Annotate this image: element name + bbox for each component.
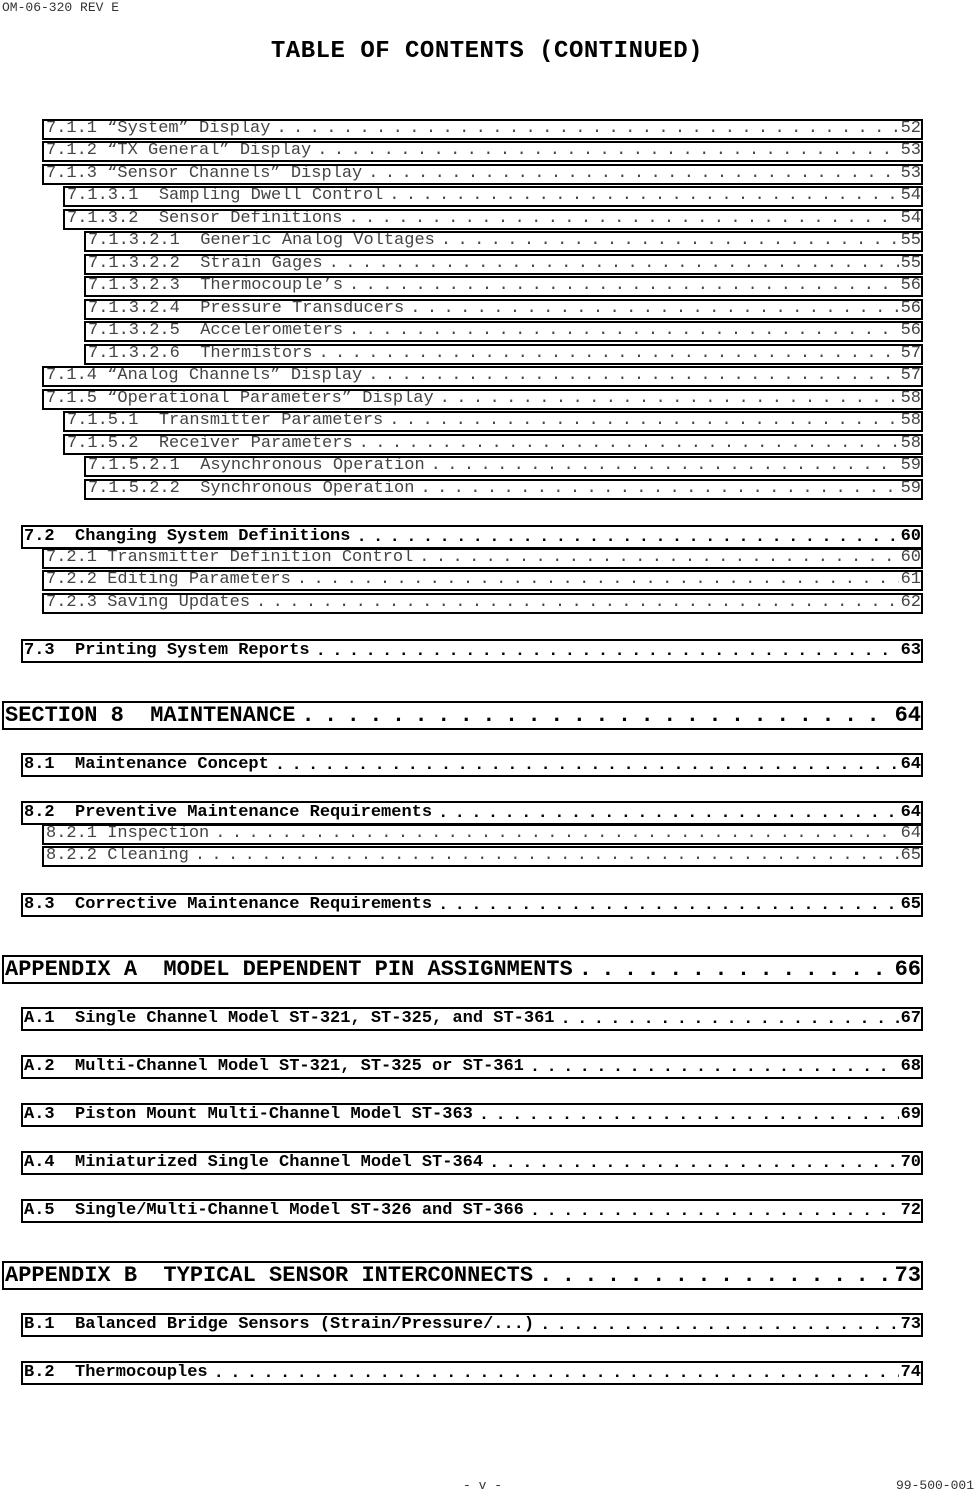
toc-entry-label: Thermocouples <box>75 1363 208 1382</box>
toc-entry-label: “TX General” Display <box>107 141 312 160</box>
toc-entry[interactable] <box>21 1151 923 1175</box>
toc-entry[interactable] <box>84 321 923 342</box>
toc-entry-number: SECTION 8 <box>5 703 124 728</box>
toc-entry[interactable] <box>21 1007 923 1031</box>
toc-entry-label: Synchronous Operation <box>200 479 415 498</box>
toc-entry-label: Preventive Maintenance Requirements <box>75 803 433 822</box>
toc-entry[interactable] <box>21 639 923 663</box>
toc-entry-page: 65 <box>900 846 921 865</box>
toc-entry-number: 7.1.3.2 <box>67 209 139 228</box>
dot-leader <box>431 456 899 475</box>
toc-entry-page: 53 <box>900 164 921 183</box>
toc-entry-number: A.3 <box>24 1105 55 1124</box>
toc-entry-page: 55 <box>900 231 921 250</box>
toc-entry-page: 61 <box>900 570 921 589</box>
toc-entry[interactable] <box>2 1261 923 1290</box>
dot-leader <box>359 434 899 453</box>
dot-leader <box>318 344 898 363</box>
toc-entry-label: Accelerometers <box>200 321 344 340</box>
toc-entry-page: 66 <box>894 957 921 982</box>
toc-entry-number: APPENDIX B <box>5 1263 138 1288</box>
dot-leader <box>329 254 899 273</box>
toc-entry-page: 57 <box>900 344 921 363</box>
toc-entry-page: 58 <box>900 389 921 408</box>
toc-entry-label: Asynchronous Operation <box>200 456 425 475</box>
toc-entry-page: 72 <box>900 1201 921 1220</box>
toc-entry-label: Sampling Dwell Control <box>158 186 384 205</box>
toc-entry-label: Inspection <box>107 824 210 843</box>
toc-entry-number: 7.1.3.2.5 <box>88 321 180 340</box>
toc-entry-label: Strain Gages <box>200 254 323 273</box>
dot-leader <box>438 804 899 823</box>
dot-leader <box>276 119 898 138</box>
dot-leader <box>419 548 898 567</box>
dot-leader <box>215 824 898 843</box>
toc-entry-page: 69 <box>900 1105 921 1124</box>
toc-entry[interactable] <box>2 701 923 730</box>
toc-entry-number: 7.1.5.2.1 <box>88 456 180 475</box>
toc-entry[interactable] <box>63 434 923 455</box>
toc-entry-page: 58 <box>900 434 921 453</box>
toc-entry-number: 7.1.5.2 <box>67 434 139 453</box>
toc-entry-page: 54 <box>900 186 921 205</box>
dot-leader <box>489 1154 899 1173</box>
toc-entry-number: 8.2.2 <box>46 846 98 865</box>
toc-entry-number: 7.2.2 <box>46 570 98 589</box>
document-number: 99-500-001 <box>895 1478 974 1493</box>
toc-entry-label: Saving Updates <box>107 593 251 612</box>
toc-entry-number: A.4 <box>24 1153 55 1172</box>
toc-entry-label: Thermocouple’s <box>200 276 344 295</box>
toc-entry-page: 59 <box>900 456 921 475</box>
toc-entry[interactable] <box>42 548 923 569</box>
toc-entry-page: 65 <box>900 895 921 914</box>
toc-entry-label: “Sensor Channels” Display <box>107 164 363 183</box>
toc-entry-number: 7.1.3 <box>46 164 98 183</box>
toc-entry-page: 68 <box>900 1057 921 1076</box>
toc-entry-number: A.1 <box>24 1009 55 1028</box>
toc-entry-label: Thermistors <box>200 344 313 363</box>
toc-entry-page: 64 <box>900 803 921 822</box>
toc-entry-page: 63 <box>900 641 921 660</box>
toc-entry-label: MAINTENANCE <box>150 703 296 728</box>
dot-leader <box>356 528 898 547</box>
page-title: TABLE OF CONTENTS (CONTINUED) <box>270 38 704 65</box>
toc-entry-label: Generic Analog Voltages <box>200 231 435 250</box>
dot-leader <box>420 479 898 498</box>
toc-entry[interactable] <box>42 389 923 410</box>
toc-entry-label: Maintenance Concept <box>75 755 269 774</box>
dot-leader <box>297 570 899 589</box>
toc-entry-number: 8.2.1 <box>46 824 98 843</box>
toc-entry-page: 59 <box>900 479 921 498</box>
toc-entry-number: 7.2 <box>24 527 55 546</box>
toc-entry-label: Printing System Reports <box>75 641 310 660</box>
toc-entry-number: 7.1.5.1 <box>67 411 139 430</box>
toc-entry-label: TYPICAL SENSOR INTERCONNECTS <box>163 1263 534 1288</box>
toc-entry-page: 54 <box>900 209 921 228</box>
page-number: - v - <box>463 1478 503 1493</box>
dot-leader <box>389 411 898 430</box>
toc-entry-number: APPENDIX A <box>5 957 138 982</box>
toc-entry-label: “System” Display <box>107 119 271 138</box>
dot-leader <box>368 164 898 183</box>
toc-entry[interactable] <box>84 254 923 275</box>
toc-entry[interactable] <box>84 344 923 365</box>
toc-entry-label: Pressure Transducers <box>200 299 405 318</box>
toc-entry-number: 7.1.3.2.2 <box>88 254 180 273</box>
dot-leader <box>275 756 899 775</box>
toc-entry[interactable] <box>84 231 923 252</box>
toc-entry-label: Multi-Channel Model ST-321, ST-325 or ST-361 <box>75 1057 524 1076</box>
toc-entry[interactable] <box>84 299 923 320</box>
toc-entry-label: Piston Mount Multi-Channel Model ST-363 <box>75 1105 473 1124</box>
toc-entry-number: 8.3 <box>24 895 55 914</box>
toc-entry[interactable] <box>42 824 923 845</box>
toc-entry-page: 57 <box>900 366 921 385</box>
toc-entry-number: 7.1.3.1 <box>67 186 139 205</box>
dot-leader <box>530 1202 899 1221</box>
toc-entry[interactable] <box>21 525 923 549</box>
toc-entry-page: 73 <box>900 1315 921 1334</box>
toc-entry-number: 7.3 <box>24 641 55 660</box>
toc-entry[interactable] <box>63 411 923 432</box>
dot-leader <box>560 1010 898 1029</box>
dot-leader <box>256 593 899 612</box>
toc-entry[interactable] <box>42 164 923 185</box>
toc-entry[interactable] <box>42 570 923 591</box>
dot-leader <box>214 1364 899 1383</box>
toc-entry-page: 53 <box>900 141 921 160</box>
toc-entry[interactable] <box>21 801 923 825</box>
toc-entry[interactable] <box>42 119 923 140</box>
toc-entry[interactable] <box>21 1361 923 1385</box>
toc-entry[interactable] <box>42 593 923 614</box>
dot-leader <box>389 186 898 205</box>
dot-leader <box>579 957 893 982</box>
dot-leader <box>301 703 892 728</box>
toc-entry-number: A.5 <box>24 1201 55 1220</box>
toc-entry-number: B.1 <box>24 1315 55 1334</box>
toc-entry-page: 67 <box>900 1009 921 1028</box>
toc-entry-number: A.2 <box>24 1057 55 1076</box>
toc-entry-page: 74 <box>900 1363 921 1382</box>
dot-leader <box>441 231 899 250</box>
toc-entry-label: Sensor Definitions <box>158 209 343 228</box>
toc-entry[interactable] <box>21 893 923 917</box>
toc-entry-page: 56 <box>900 321 921 340</box>
toc-entry-number: 7.2.1 <box>46 548 98 567</box>
toc-entry-label: MODEL DEPENDENT PIN ASSIGNMENTS <box>163 957 573 982</box>
toc-entry-page: 70 <box>900 1153 921 1172</box>
toc-entry-label: Single/Multi-Channel Model ST-326 and ST-366 <box>75 1201 524 1220</box>
toc-entry-number: 7.1.2 <box>46 141 98 160</box>
toc-entry-label: Single Channel Model ST-321, ST-325, and ST-361 <box>75 1009 555 1028</box>
toc-entry-label: Editing Parameters <box>107 570 291 589</box>
toc-entry-label: “Operational Parameters” Display <box>107 389 434 408</box>
dot-leader <box>348 209 898 228</box>
toc-entry-label: “Analog Channels” Display <box>107 366 363 385</box>
toc-entry-number: 7.1.5 <box>46 389 98 408</box>
toc-entry-number: 7.1.3.2.6 <box>88 344 180 363</box>
toc-entry-number: 7.1.4 <box>46 366 98 385</box>
dot-leader <box>316 642 899 661</box>
toc-entry-page: 58 <box>900 411 921 430</box>
toc-entry[interactable] <box>84 456 923 477</box>
toc-entry-number: 7.1.3.2.1 <box>88 231 180 250</box>
toc-entry[interactable] <box>21 1103 923 1127</box>
toc-entry[interactable] <box>21 1055 923 1079</box>
toc-entry-label: Transmitter Parameters <box>158 411 384 430</box>
dot-leader <box>530 1058 899 1077</box>
toc-entry[interactable] <box>84 479 923 500</box>
toc-entry-page: 52 <box>900 119 921 138</box>
dot-leader <box>349 321 899 340</box>
toc-entry-label: Transmitter Definition Control <box>107 548 414 567</box>
toc-entry-number: B.2 <box>24 1363 55 1382</box>
toc-entry[interactable] <box>84 276 923 297</box>
dot-leader <box>479 1106 899 1125</box>
toc-entry-label: Corrective Maintenance Requirements <box>75 895 433 914</box>
toc-entry-page: 64 <box>894 703 921 728</box>
toc-entry-label: Receiver Parameters <box>158 434 353 453</box>
toc-entry[interactable] <box>42 366 923 387</box>
toc-entry[interactable] <box>21 1313 923 1337</box>
toc-entry-page: 56 <box>900 299 921 318</box>
toc-entry-label: Miniaturized Single Channel Model ST-364 <box>75 1153 484 1172</box>
toc-entry-page: 60 <box>900 527 921 546</box>
dot-leader <box>539 1263 893 1288</box>
dot-leader <box>540 1316 899 1335</box>
toc-entry-page: 55 <box>900 254 921 273</box>
dot-leader <box>317 141 898 160</box>
dot-leader <box>440 389 899 408</box>
toc-entry-page: 56 <box>900 276 921 295</box>
toc-entry-label: Changing System Definitions <box>75 527 351 546</box>
dot-leader <box>410 299 898 318</box>
toc-entry-number: 7.2.3 <box>46 593 98 612</box>
toc-entry[interactable] <box>21 1199 923 1223</box>
dot-leader <box>195 846 899 865</box>
dot-leader <box>438 896 899 915</box>
toc-entry[interactable] <box>63 186 923 207</box>
toc-entry-number: 7.1.3.2.3 <box>88 276 180 295</box>
toc-entry-page: 60 <box>900 548 921 567</box>
toc-entry-page: 73 <box>894 1263 921 1288</box>
toc-entry-number: 8.2 <box>24 803 55 822</box>
toc-entry[interactable] <box>2 955 923 984</box>
toc-entry-number: 7.1.5.2.2 <box>88 479 180 498</box>
dot-leader <box>349 276 899 295</box>
toc-entry-page: 62 <box>900 593 921 612</box>
document-id: OM-06-320 REV E <box>2 0 120 15</box>
toc-entry-number: 7.1.3.2.4 <box>88 299 180 318</box>
toc-entry-number: 7.1.1 <box>46 119 98 138</box>
toc-entry[interactable] <box>42 846 923 867</box>
toc-entry[interactable] <box>63 209 923 230</box>
toc-entry-label: Balanced Bridge Sensors (Strain/Pressure/...) <box>75 1315 535 1334</box>
toc-entry[interactable] <box>42 141 923 162</box>
toc-entry[interactable] <box>21 753 923 777</box>
toc-entry-label: Cleaning <box>107 846 189 865</box>
dot-leader <box>368 366 898 385</box>
toc-entry-number: 8.1 <box>24 755 55 774</box>
toc-entry-page: 64 <box>900 755 921 774</box>
toc-entry-page: 64 <box>900 824 921 843</box>
